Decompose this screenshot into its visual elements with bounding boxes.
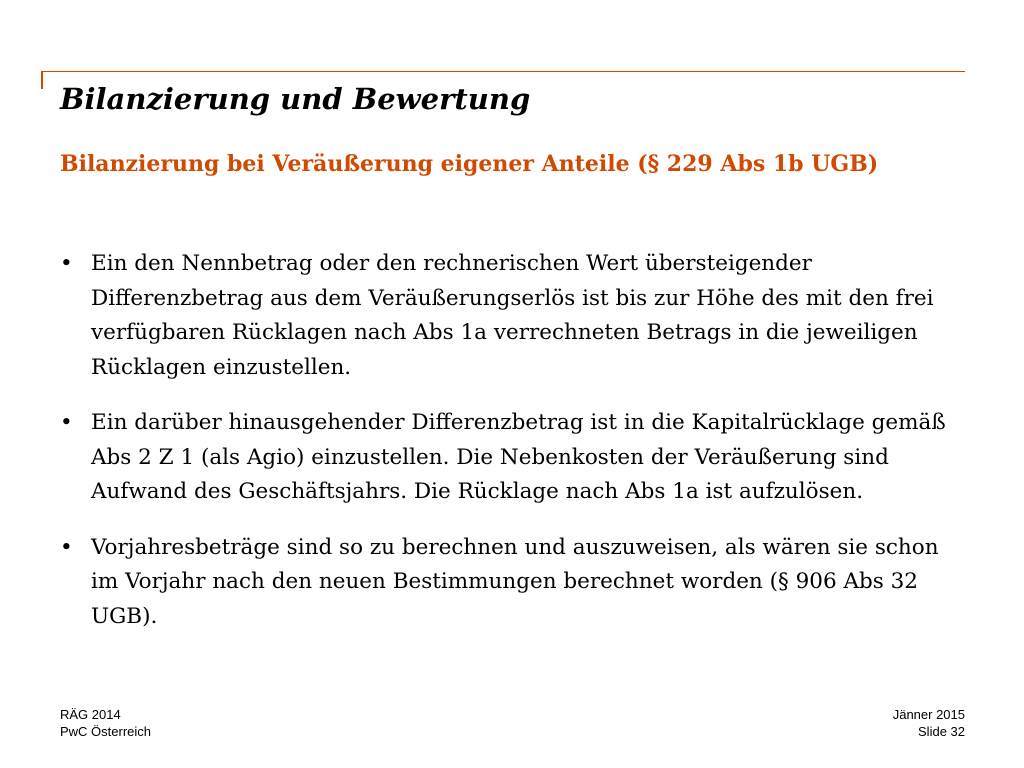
top-accent-rule <box>41 71 965 72</box>
bullet-text: Vorjahresbeträge sind so zu berechnen und auszuweisen, als wären sie schon im Vorjahr nach den neuen Bestimmungen berechnet worden (§ 906 Abs 32 UGB). <box>91 534 939 629</box>
bullet-dot-icon: • <box>60 251 73 276</box>
bullet-item <box>60 531 970 635</box>
bullet-text: Ein darüber hinausgehender Differenzbetrag ist in die Kapitalrücklage gemäß Abs 2 Z 1 (als Agio) einzustellen. Die Nebenkosten der Veräußerung sind Aufwand des Geschäftsjahrs. Die Rücklage nach Abs 1a ist aufzulösen. <box>91 410 946 504</box>
slide-subtitle: Bilanzierung bei Veräußerung eigener Anteile (§ 229 Abs 1b UGB) <box>60 151 879 177</box>
bullet-text: Ein den Nennbetrag oder den rechnerischen Wert übersteigender Differenzbetrag aus dem Veräußerungserlös ist bis zur Höhe des mit den frei verfügbaren Rücklagen nach Abs 1a verrechneten Betrags in die jeweiligen Rücklagen einzustellen. <box>91 251 934 380</box>
footer-date: Jänner 2015 <box>892 707 965 722</box>
corner-accent-mark <box>41 71 43 89</box>
footer-right <box>893 706 965 740</box>
footer-slide-number: Slide 32 <box>918 724 965 739</box>
bullet-list <box>60 247 970 655</box>
bullet-dot-icon: • <box>60 410 73 435</box>
bullet-item <box>60 406 970 510</box>
slide-title: Bilanzierung und Bewertung <box>60 82 531 116</box>
bullet-item <box>60 247 970 385</box>
footer-topic: RÄG 2014 <box>60 707 121 722</box>
footer-company: PwC Österreich <box>60 724 152 739</box>
footer-left <box>60 706 151 740</box>
bullet-dot-icon: • <box>60 534 73 560</box>
